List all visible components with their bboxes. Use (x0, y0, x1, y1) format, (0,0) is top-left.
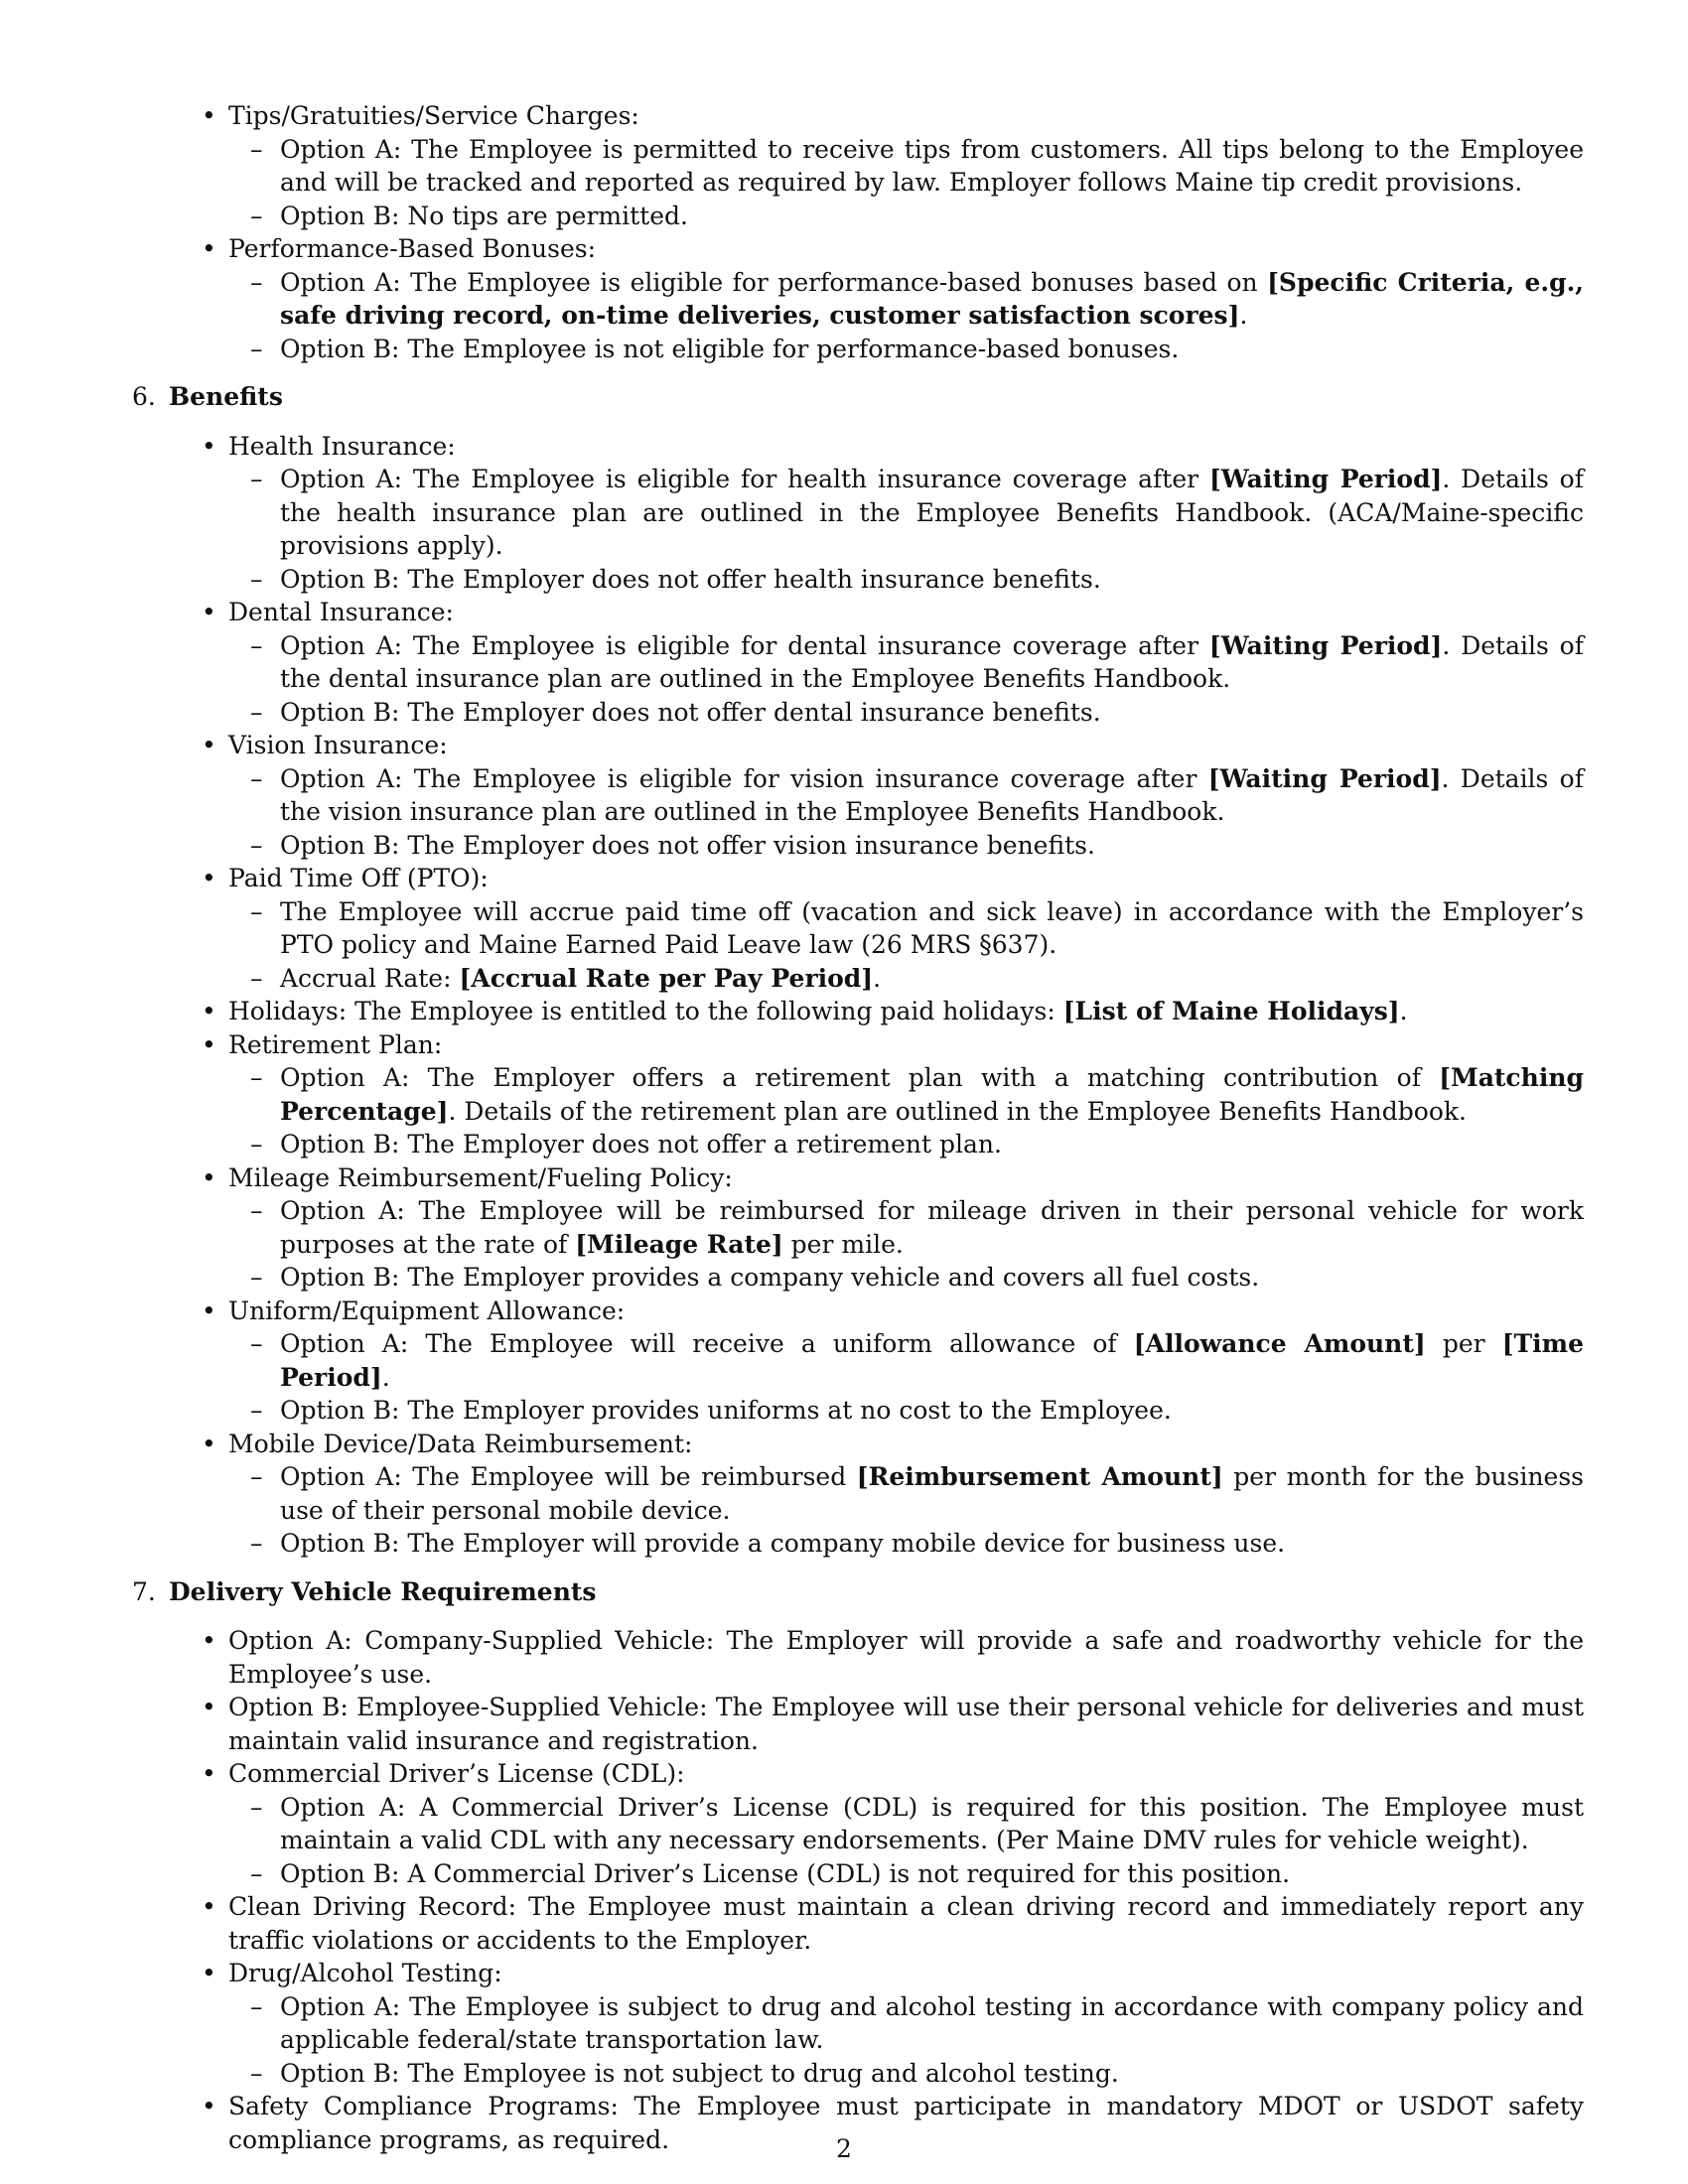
list-item-mobile-device-data-reimbursement (129, 1428, 1584, 1561)
sub-list (228, 1791, 1584, 1891)
placeholder-field: [Waiting Period] (1208, 465, 1443, 493)
list-item-retirement-plan (129, 1028, 1584, 1161)
top-bullet-list (129, 99, 1584, 365)
section-number: 6. (132, 382, 156, 411)
section-number: 7. (132, 1576, 156, 1606)
text-run: per (1425, 1329, 1502, 1358)
placeholder-field: [Matching Percentage] (280, 1063, 1584, 1126)
text-run: Option A: Company-Supplied Vehicle: The Employer will provide a safe and roadworthy vehicle for the Employee’s use. (228, 1626, 1584, 1689)
sub-list-item (228, 629, 1584, 696)
list-item-label: Dental Insurance: (228, 598, 454, 626)
list-item (129, 1691, 1584, 1757)
list-item-label: Performance-Based Bonuses: (228, 234, 597, 263)
list-item-label: Commercial Driver’s License (CDL): (228, 1759, 685, 1788)
text-run: Option A: The Employee is eligible for health insurance coverage after (280, 465, 1209, 493)
text-run: . (873, 963, 882, 993)
text-run: Option A: The Employee is subject to drug and alcohol testing in accordance with company policy and applicable federal/state transportation law. (280, 1991, 1584, 2054)
sub-list (228, 1990, 1584, 2091)
list-item-drug-alcohol-testing (129, 1957, 1584, 2090)
list-item-performance-based-bonuses (129, 232, 1584, 365)
list-item-label: Retirement Plan: (228, 1029, 443, 1059)
text-run: Option B: No tips are permitted. (280, 201, 688, 230)
text-run: Option A: The Employee is permitted to receive tips from customers. All tips belong to the Employee and will be tracked and reported as required by law. Employer follows Maine tip credit provisions. (280, 134, 1584, 197)
placeholder-field: [Waiting Period] (1208, 630, 1443, 660)
placeholder-field: [List of Maine Holidays] (1062, 997, 1400, 1025)
list-item-dental-insurance (129, 596, 1584, 729)
sub-list-item (228, 2057, 1584, 2091)
sub-list (228, 629, 1584, 730)
sub-list-item (228, 1857, 1584, 1891)
list-item-label: Health Insurance: (228, 431, 456, 461)
list-item-health-insurance (129, 430, 1584, 597)
sub-list-item (228, 762, 1584, 829)
section-title: Benefits (169, 382, 283, 411)
text-run: Option A: The Employee is eligible for performance-based bonuses based on (280, 267, 1268, 297)
text-run: . (1399, 997, 1408, 1025)
text-run: Option B: The Employer provides a company vehicle and covers all fuel costs. (280, 1263, 1260, 1292)
text-run: Option B: Employee-Supplied Vehicle: The Employee will use their personal vehicle for deliveries and must maintain valid insurance and registration. (228, 1693, 1584, 1755)
placeholder-field: [Waiting Period] (1207, 763, 1442, 793)
sub-list-item (228, 1194, 1584, 1261)
sub-list-item (228, 1061, 1584, 1128)
sub-list (228, 762, 1584, 863)
text-run: Option A: The Employer offers a retirement plan with a matching contribution of (280, 1063, 1440, 1092)
text-run: Option A: The Employee will receive a uniform allowance of (280, 1329, 1134, 1358)
sub-list (228, 133, 1584, 233)
list-item-vision-insurance (129, 729, 1584, 862)
sub-list (228, 1460, 1584, 1561)
benefits-bullet-list (129, 430, 1584, 1561)
text-run: Option B: The Employee is not eligible for performance-based bonuses. (280, 334, 1180, 363)
placeholder-field: [Allowance Amount] (1133, 1329, 1426, 1358)
text-run: Option B: The Employer does not offer a retirement plan. (280, 1130, 1002, 1159)
sub-list-item (228, 333, 1584, 366)
list-item-commercial-driver-s-license-cdl (129, 1757, 1584, 1890)
text-run: Option B: The Employer provides uniforms at no cost to the Employee. (280, 1396, 1172, 1425)
text-run: . (1239, 301, 1248, 330)
list-item-label: Drug/Alcohol Testing: (228, 1959, 502, 1987)
sub-list-item (228, 1460, 1584, 1527)
sub-list (228, 266, 1584, 366)
text-run: . (381, 1362, 390, 1392)
list-item (129, 995, 1584, 1028)
text-run: Option B: The Employer will provide a company mobile device for business use. (280, 1529, 1286, 1558)
sub-list-item (228, 1990, 1584, 2057)
text-run: Clean Driving Record: The Employee must maintain a clean driving record and immediately report any traffic violations or accidents to the Employer. (228, 1892, 1584, 1955)
list-item-label: Tips/Gratuities/Service Charges: (228, 101, 639, 130)
list-item-uniform-equipment-allowance (129, 1295, 1584, 1428)
page-number: 2 (836, 2134, 852, 2163)
text-run: Option B: The Employer does not offer vision insurance benefits. (280, 830, 1095, 860)
text-run: Option B: The Employee is not subject to drug and alcohol testing. (280, 2058, 1119, 2088)
list-item-label: Mileage Reimbursement/Fueling Policy: (228, 1162, 733, 1192)
section-delivery-vehicle-heading (129, 1575, 1584, 1609)
section-benefits-heading (129, 380, 1584, 414)
sub-list-item (228, 1128, 1584, 1161)
text-run: Option A: The Employee is eligible for vision insurance coverage after (280, 763, 1208, 793)
list-item-paid-time-off-pto (129, 862, 1584, 995)
placeholder-field: [Mileage Rate] (575, 1229, 783, 1259)
sub-list-item (228, 563, 1584, 597)
page-content (129, 99, 1584, 2156)
list-item (129, 1890, 1584, 1957)
placeholder-field: [Accrual Rate per Pay Period] (459, 963, 874, 993)
sub-list-item (228, 133, 1584, 200)
sub-list-item (228, 463, 1584, 563)
delivery-vehicle-bullet-list (129, 1624, 1584, 2156)
list-item-mileage-reimbursement-fueling-policy (129, 1161, 1584, 1295)
list-item-label: Uniform/Equipment Allowance: (228, 1296, 626, 1325)
placeholder-field: [Specific Criteria, e.g., safe driving record, on-time deliveries, customer satisfaction scores] (280, 267, 1584, 330)
text-run: Holidays: The Employee is entitled to the following paid holidays: (228, 997, 1063, 1025)
sub-list-item (228, 1327, 1584, 1394)
sub-list (228, 895, 1584, 996)
text-run: per month for the business use of their personal mobile device. (280, 1462, 1585, 1525)
text-run: Safety Compliance Programs: The Employee must participate in mandatory MDOT or USDOT safety compliance programs, as required. (228, 2092, 1584, 2154)
sub-list (228, 1194, 1584, 1295)
sub-list-item (228, 200, 1584, 233)
sub-list (228, 1327, 1584, 1428)
text-run: Option B: The Employer does not offer dental insurance benefits. (280, 697, 1101, 727)
sub-list-item (228, 696, 1584, 730)
sub-list-item (228, 1261, 1584, 1295)
placeholder-field: [Time Period] (280, 1329, 1584, 1392)
list-item-label: Mobile Device/Data Reimbursement: (228, 1429, 693, 1458)
text-run: Option A: A Commercial Driver’s License (CDL) is required for this position. The Employee must maintain a valid CDL with any necessary endorsements. (Per Maine DMV rules for vehicle weight). (280, 1792, 1584, 1854)
sub-list-item (228, 962, 1584, 996)
text-run: Option A: The Employee will be reimbursed for mileage driven in their personal vehicle for work purposes at the rate of (280, 1196, 1584, 1259)
sub-list (228, 463, 1584, 596)
sub-list-item (228, 1791, 1584, 1857)
text-run: Option B: The Employer does not offer health insurance benefits. (280, 564, 1101, 594)
text-run: Option B: A Commercial Driver’s License (CDL) is not required for this position. (280, 1858, 1291, 1888)
text-run: . Details of the health insurance plan are outlined in the Employee Benefits Handbook. (ACA/Maine-specific provisions apply). (280, 465, 1584, 560)
sub-list-item (228, 266, 1584, 333)
placeholder-field: [Reimbursement Amount] (856, 1462, 1223, 1491)
text-run: . Details of the retirement plan are outlined in the Employee Benefits Handbook. (448, 1096, 1467, 1126)
text-run: per mile. (782, 1229, 904, 1259)
sub-list-item (228, 829, 1584, 863)
text-run: Option A: The Employee will be reimbursed (280, 1462, 857, 1491)
text-run: . Details of the dental insurance plan are outlined in the Employee Benefits Handbook. (280, 630, 1584, 693)
sub-list-item (228, 895, 1584, 962)
text-run: The Employee will accrue paid time off (vacation and sick leave) in accordance with the Employer’s PTO policy and Maine Earned Paid Leave law (26 MRS §637). (280, 896, 1584, 959)
text-run: Option A: The Employee is eligible for dental insurance coverage after (280, 630, 1209, 660)
list-item-label: Vision Insurance: (228, 731, 448, 759)
section-title: Delivery Vehicle Requirements (169, 1576, 597, 1606)
list-item (129, 1624, 1584, 1691)
list-item-tips-gratuities-service-charges (129, 99, 1584, 232)
sub-list-item (228, 1527, 1584, 1561)
text-run: . Details of the vision insurance plan are outlined in the Employee Benefits Handbook. (280, 763, 1584, 826)
sub-list (228, 1061, 1584, 1161)
text-run: Accrual Rate: (280, 963, 460, 993)
list-item-label: Paid Time Off (PTO): (228, 864, 489, 892)
sub-list-item (228, 1394, 1584, 1428)
